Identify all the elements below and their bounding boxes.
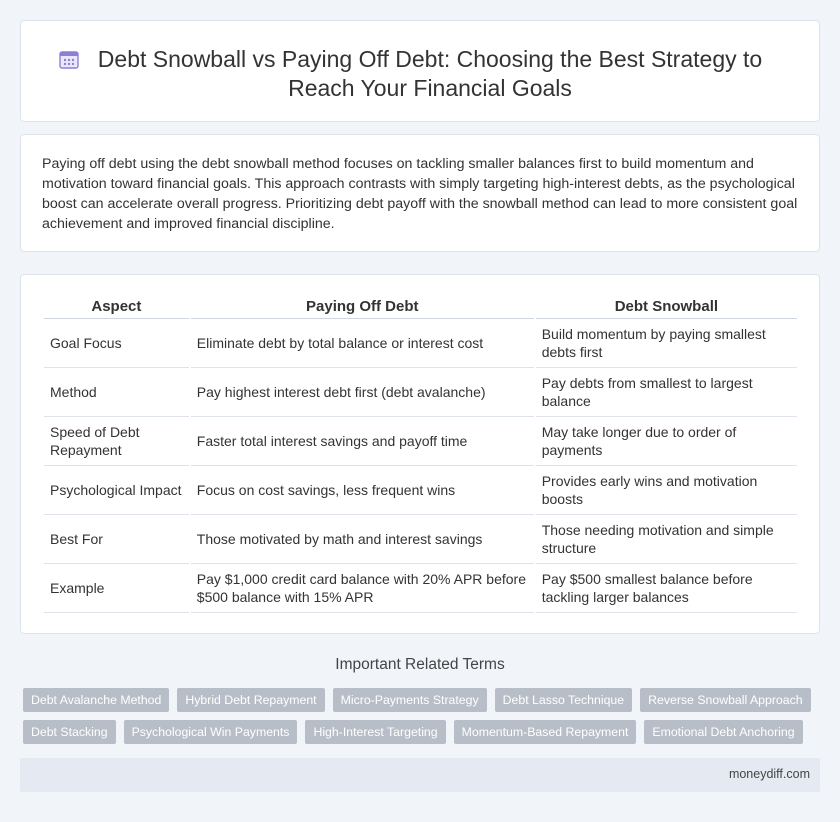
- table-cell: Goal Focus: [44, 319, 189, 368]
- table-cell: Those motivated by math and interest savings: [191, 515, 534, 564]
- table-cell: Eliminate debt by total balance or interest cost: [191, 319, 534, 368]
- intro-paragraph: Paying off debt using the debt snowball method focuses on tackling smaller balances first to build momentum and motivation toward financial goals. This approach contrasts with simply targeting high-interest debts, as the psychological boost can accelerate overall progress. Prioritizing debt payoff with the snowball method can lead to more consistent goal achievement and improved financial discipline.: [42, 156, 798, 232]
- site-name[interactable]: moneydiff.com: [728, 767, 810, 781]
- table-cell: Pay $1,000 credit card balance with 20% APR before $500 balance with 15% APR: [191, 564, 534, 613]
- related-terms-list: [23, 688, 823, 752]
- table-cell: Pay debts from smallest to largest balance: [536, 368, 797, 417]
- related-term-tag[interactable]: Debt Stacking: [23, 720, 116, 744]
- table-row: [44, 515, 797, 564]
- related-term-tag[interactable]: Debt Lasso Technique: [495, 688, 632, 712]
- related-term-tag[interactable]: Psychological Win Payments: [124, 720, 298, 744]
- table-row: [44, 417, 797, 466]
- table-cell: Provides early wins and motivation boosts: [536, 466, 797, 515]
- table-row: [44, 564, 797, 613]
- table-cell: Focus on cost savings, less frequent wins: [191, 466, 534, 515]
- table-cell: Faster total interest savings and payoff time: [191, 417, 534, 466]
- related-term-tag[interactable]: Reverse Snowball Approach: [640, 688, 811, 712]
- footer: [20, 758, 820, 792]
- header-aspect: Aspect: [44, 295, 189, 319]
- table-cell: Pay highest interest debt first (debt avalanche): [191, 368, 534, 417]
- table-cell: Speed of Debt Repayment: [44, 417, 189, 466]
- tag-row: [23, 688, 823, 712]
- comparison-card: [20, 274, 820, 634]
- table-header-row: [44, 295, 797, 319]
- table-row: [44, 368, 797, 417]
- table-row: [44, 319, 797, 368]
- header-paying-off-debt: Paying Off Debt: [191, 295, 534, 319]
- table-cell: Build momentum by paying smallest debts first: [536, 319, 797, 368]
- table-cell: May take longer due to order of payments: [536, 417, 797, 466]
- related-term-tag[interactable]: Debt Avalanche Method: [23, 688, 169, 712]
- related-term-tag[interactable]: Emotional Debt Anchoring: [644, 720, 802, 744]
- table-cell: Those needing motivation and simple structure: [536, 515, 797, 564]
- intro-card: [20, 134, 820, 252]
- table-cell: Pay $500 smallest balance before tackling larger balances: [536, 564, 797, 613]
- header-debt-snowball: Debt Snowball: [536, 295, 797, 319]
- title-card: [20, 20, 820, 122]
- table-row: [44, 466, 797, 515]
- table-cell: Example: [44, 564, 189, 613]
- related-term-tag[interactable]: High-Interest Targeting: [305, 720, 445, 744]
- related-terms-title: Important Related Terms: [335, 656, 505, 673]
- related-term-tag[interactable]: Momentum-Based Repayment: [454, 720, 637, 744]
- table-cell: Method: [44, 368, 189, 417]
- related-term-tag[interactable]: Micro-Payments Strategy: [333, 688, 487, 712]
- table-cell: Best For: [44, 515, 189, 564]
- tag-row: [23, 720, 823, 744]
- comparison-table: [42, 295, 799, 613]
- page-title: Debt Snowball vs Paying Off Debt: Choosing the Best Strategy to Reach Your Financial Goals: [97, 46, 763, 101]
- related-term-tag[interactable]: Hybrid Debt Repayment: [177, 688, 324, 712]
- table-cell: Psychological Impact: [44, 466, 189, 515]
